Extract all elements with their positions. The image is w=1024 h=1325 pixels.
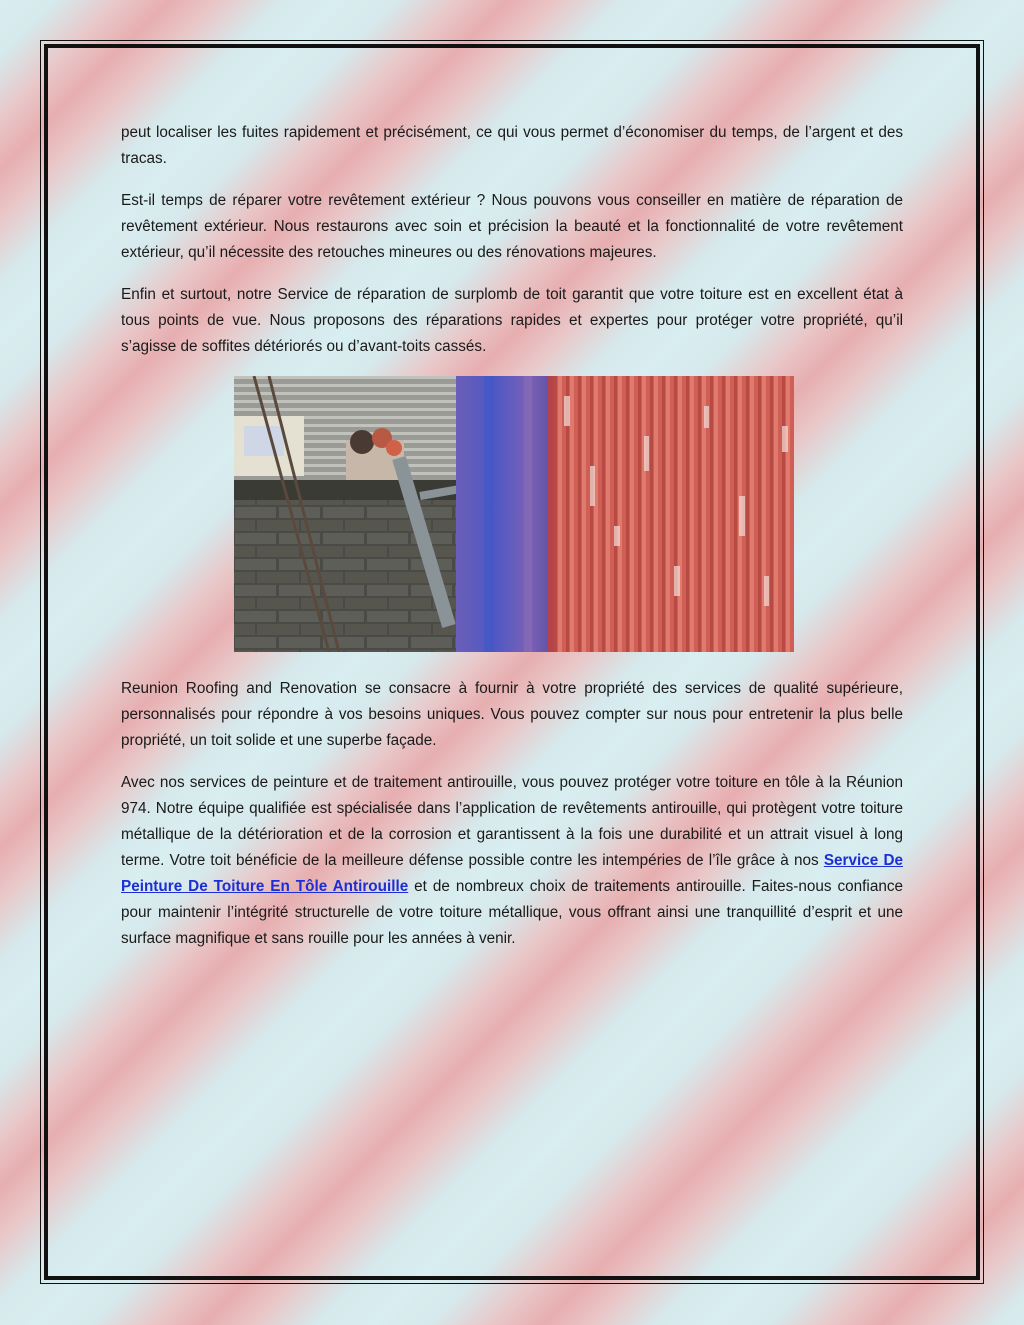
roof-photo — [234, 376, 794, 652]
paragraph-overhang-repair: Enfin et surtout, notre Service de réparation de surplomb de toit garantit que votre toiture est en excellent état à tous points de vue. Nous proposons des réparations rapides et expertes pour protéger votre propriété, qu’il s’agisse de soffites détériorés ou d’avant-toits cassés. — [121, 286, 903, 355]
paragraph-leak-detection: peut localiser les fuites rapidement et précisément, ce qui vous permet d’économiser du temps, de l’argent et des tracas. — [121, 124, 903, 167]
paragraph-company-intro: Reunion Roofing and Renovation se consacre à fournir à votre propriété des services de qualité supérieure, personnalisés pour répondre à vos besoins uniques. Vous pouvez compter sur nous pour entretenir la plus belle propriété, un toit solide et une superbe façade. — [121, 680, 903, 749]
document-body — [121, 120, 903, 968]
antirust-service-link[interactable]: Service De Peinture De Toiture En Tôle Antirouille — [121, 852, 903, 895]
paragraph-antirust-service — [121, 770, 903, 952]
paragraph-antirust-text-start: Avec nos services de peinture et de traitement antirouille, vous pouvez protéger votre toiture en tôle à la Réunion 974. Notre équipe qualifiée est spécialisée dans l’application de revêtements antirouille, qui protègent votre toiture métallique de la détérioration et de la corrosion et garantissent à la fois une durabilité et un attrait visuel à long terme. Votre toit bénéficie de la meilleure défense possible contre les intempéries de l’île grâce à nos — [121, 774, 903, 869]
paragraph-antirust-text-end: et de nombreux choix de traitements antirouille. Faites-nous confiance pour maintenir l’intégrité structurelle de votre toiture métallique, vous offrant ainsi une tranquillité d’esprit et une surface magnifique et sans rouille pour les années à venir. — [121, 878, 903, 947]
paragraph-siding-repair: Est-il temps de réparer votre revêtement extérieur ? Nous pouvons vous conseiller en matière de réparation de revêtement extérieur. Nous restaurons avec soin et précision la beauté et la fonctionnalité de votre revêtement extérieur, qu’il nécessite des retouches mineures ou des rénovations majeures. — [121, 192, 903, 261]
